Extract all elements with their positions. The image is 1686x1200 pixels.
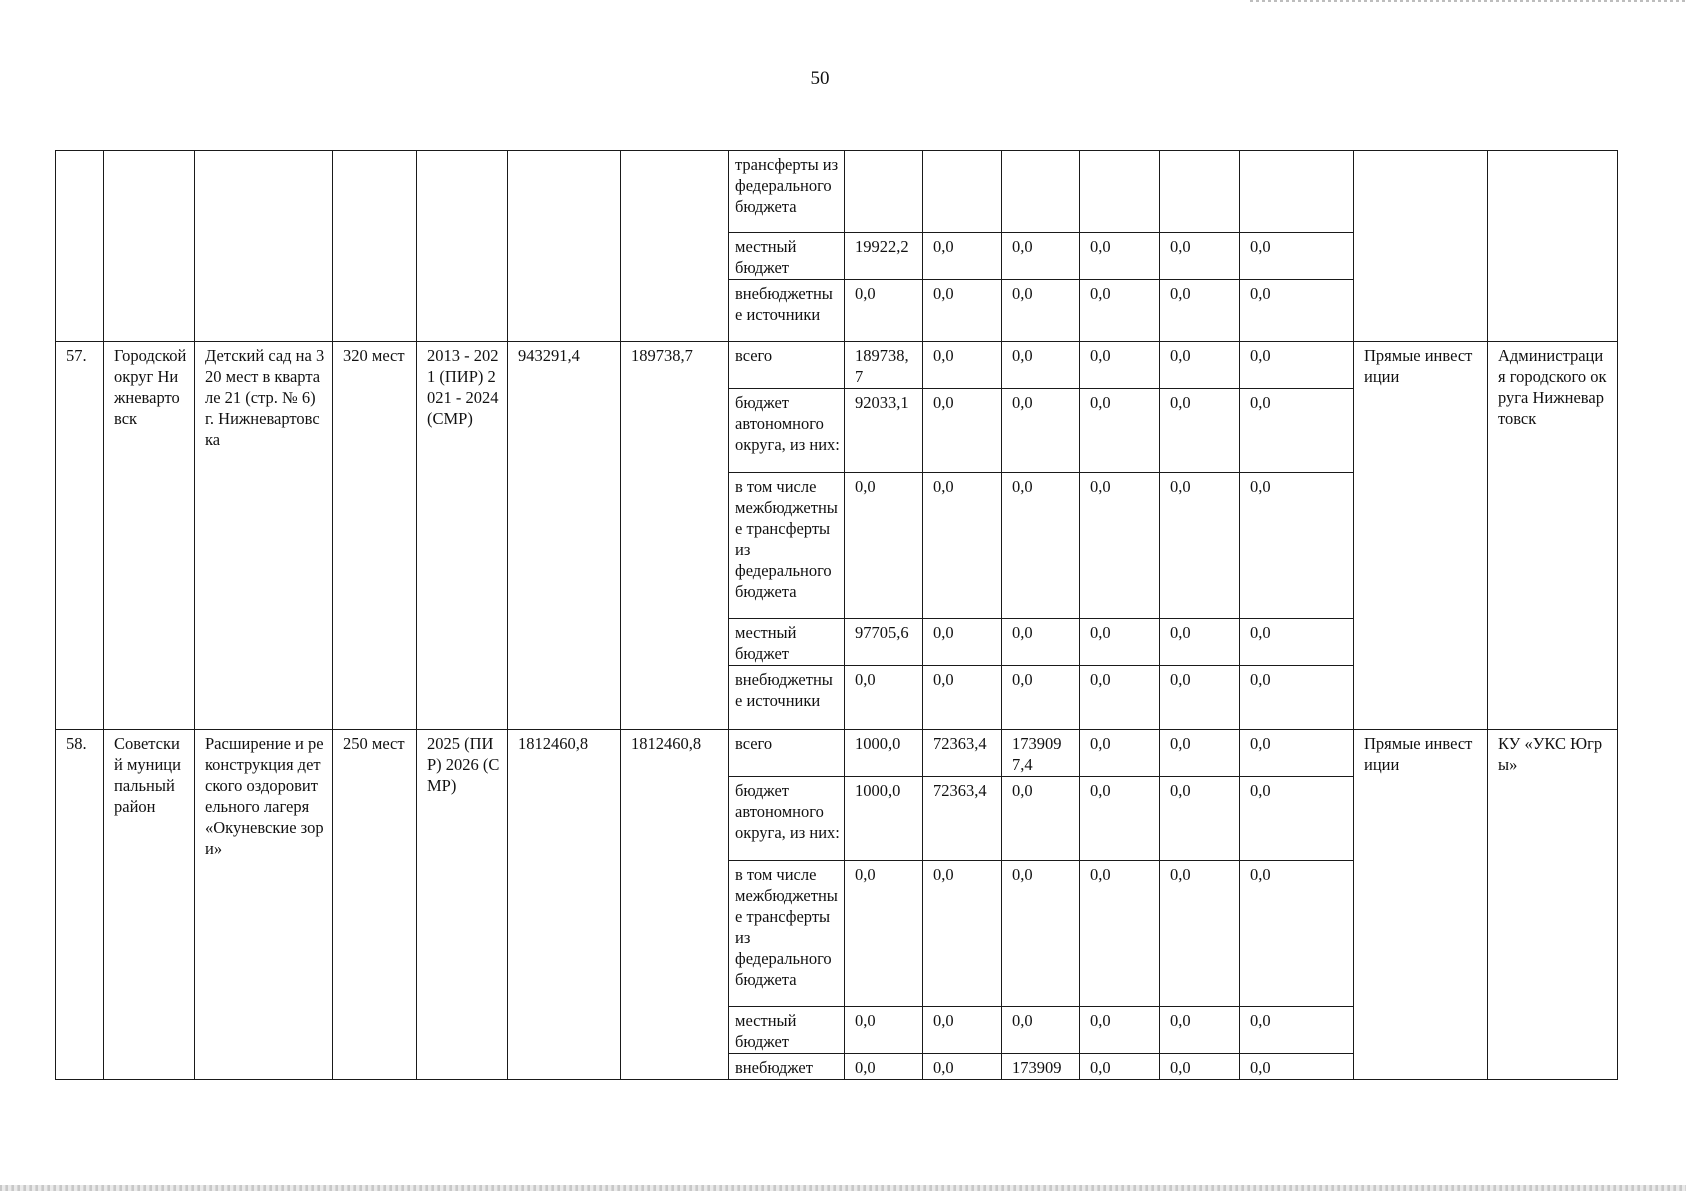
object-name-cell: Детский сад на 320 мест в квартале 21 (стр. № 6) г. Нижневартовска — [195, 342, 333, 730]
table-row — [56, 151, 1618, 233]
empty-cell — [1354, 151, 1488, 342]
scan-artifact-bottom — [0, 1185, 1686, 1191]
value-cell: 0,0 — [1002, 473, 1080, 619]
value-cell: 72363,4 — [923, 777, 1002, 861]
municipality-cell: Городской округ Нижневартовск — [104, 342, 195, 730]
value-cell: 1739097,4 — [1002, 730, 1080, 777]
value-cell: 0,0 — [923, 473, 1002, 619]
value-cell: 1000,0 — [845, 730, 923, 777]
value-cell — [923, 151, 1002, 233]
investment-objects-table — [55, 150, 1618, 1080]
empty-cell — [417, 151, 508, 342]
value-cell: 0,0 — [845, 280, 923, 342]
period-cell: 2013 - 2021 (ПИР) 2021 - 2024 (СМР) — [417, 342, 508, 730]
value-cell: 0,0 — [923, 1054, 1002, 1080]
value-cell: 0,0 — [1002, 280, 1080, 342]
executor-cell: КУ «УКС Югры» — [1488, 730, 1618, 1080]
value-cell: 0,0 — [1080, 1054, 1160, 1080]
object-name-cell: Расширение и реконструкция детского оздоровительного лагеря «Окуневские зори» — [195, 730, 333, 1080]
value-cell: 0,0 — [1080, 730, 1160, 777]
value-cell: 0,0 — [1080, 342, 1160, 389]
value-cell: 0,0 — [1160, 619, 1240, 666]
value-cell: 0,0 — [1160, 1054, 1240, 1080]
value-cell: 0,0 — [1002, 666, 1080, 730]
funding-source-cell: всего — [729, 730, 845, 777]
value-cell: 0,0 — [923, 861, 1002, 1007]
item-number: 57. — [56, 342, 104, 730]
value-cell: 0,0 — [1240, 777, 1354, 861]
page-number: 50 — [810, 68, 830, 89]
value-cell: 0,0 — [1002, 777, 1080, 861]
value-cell: 0,0 — [923, 666, 1002, 730]
funding-source-cell: внебюджетные источники — [729, 280, 845, 342]
value-cell: 0,0 — [1080, 473, 1160, 619]
empty-cell — [1488, 151, 1618, 342]
value-cell: 0,0 — [923, 342, 1002, 389]
mechanism-cell: Прямые инвестиции — [1354, 730, 1488, 1080]
value-cell: 0,0 — [845, 666, 923, 730]
value-cell: 97705,6 — [845, 619, 923, 666]
value-cell: 92033,1 — [845, 389, 923, 473]
funding-source-cell: в том числе межбюджетные трансферты из федерального бюджета — [729, 473, 845, 619]
value-cell: 0,0 — [1160, 777, 1240, 861]
value-cell: 0,0 — [1160, 473, 1240, 619]
value-cell: 0,0 — [1002, 233, 1080, 280]
value-cell: 72363,4 — [923, 730, 1002, 777]
remaining-cost-cell: 1812460,8 — [621, 730, 729, 1080]
value-cell: 0,0 — [1080, 777, 1160, 861]
mechanism-cell: Прямые инвестиции — [1354, 342, 1488, 730]
value-cell: 0,0 — [1160, 730, 1240, 777]
empty-cell — [56, 151, 104, 342]
value-cell: 0,0 — [1160, 342, 1240, 389]
value-cell — [1160, 151, 1240, 233]
value-cell: 0,0 — [1080, 619, 1160, 666]
value-cell: 1000,0 — [845, 777, 923, 861]
table-row — [56, 342, 1618, 389]
value-cell: 0,0 — [1240, 666, 1354, 730]
value-cell: 0,0 — [1240, 473, 1354, 619]
value-cell: 0,0 — [923, 619, 1002, 666]
empty-cell — [195, 151, 333, 342]
value-cell: 0,0 — [923, 1007, 1002, 1054]
value-cell: 0,0 — [1240, 861, 1354, 1007]
estimated-cost-cell: 943291,4 — [508, 342, 621, 730]
value-cell — [1002, 151, 1080, 233]
value-cell: 0,0 — [1240, 1007, 1354, 1054]
value-cell: 0,0 — [1240, 619, 1354, 666]
municipality-cell: Советский муниципальный район — [104, 730, 195, 1080]
funding-source-cell: внебюджет — [729, 1054, 845, 1080]
value-cell: 0,0 — [1160, 1007, 1240, 1054]
value-cell: 0,0 — [1240, 389, 1354, 473]
funding-source-cell: местный бюджет — [729, 1007, 845, 1054]
empty-cell — [621, 151, 729, 342]
value-cell: 0,0 — [845, 1007, 923, 1054]
funding-source-cell: всего — [729, 342, 845, 389]
value-cell: 0,0 — [1240, 233, 1354, 280]
funding-source-cell: трансферты из федерального бюджета — [729, 151, 845, 233]
value-cell: 0,0 — [845, 861, 923, 1007]
value-cell: 0,0 — [923, 389, 1002, 473]
value-cell: 0,0 — [1002, 1007, 1080, 1054]
funding-source-cell: бюджет автономного округа, из них: — [729, 389, 845, 473]
value-cell: 0,0 — [1240, 730, 1354, 777]
value-cell: 0,0 — [845, 1054, 923, 1080]
value-cell: 173909 — [1002, 1054, 1080, 1080]
value-cell: 0,0 — [1002, 619, 1080, 666]
capacity-cell: 250 мест — [333, 730, 417, 1080]
value-cell: 0,0 — [923, 280, 1002, 342]
value-cell: 0,0 — [1080, 1007, 1160, 1054]
capacity-cell: 320 мест — [333, 342, 417, 730]
remaining-cost-cell: 189738,7 — [621, 342, 729, 730]
value-cell: 0,0 — [1002, 861, 1080, 1007]
value-cell: 0,0 — [1160, 233, 1240, 280]
funding-source-cell: в том числе межбюджетные трансферты из федерального бюджета — [729, 861, 845, 1007]
funding-source-cell: бюджет автономного округа, из них: — [729, 777, 845, 861]
funding-source-cell: местный бюджет — [729, 233, 845, 280]
value-cell: 0,0 — [1160, 666, 1240, 730]
value-cell: 0,0 — [1080, 233, 1160, 280]
value-cell: 0,0 — [1240, 1054, 1354, 1080]
value-cell: 0,0 — [923, 233, 1002, 280]
value-cell: 0,0 — [1080, 861, 1160, 1007]
value-cell: 0,0 — [1240, 342, 1354, 389]
empty-cell — [333, 151, 417, 342]
value-cell: 0,0 — [1080, 666, 1160, 730]
value-cell: 0,0 — [1080, 389, 1160, 473]
value-cell: 0,0 — [1080, 280, 1160, 342]
value-cell: 0,0 — [1240, 280, 1354, 342]
value-cell — [845, 151, 923, 233]
executor-cell: Администрация городского округа Нижневартовск — [1488, 342, 1618, 730]
value-cell: 0,0 — [1002, 389, 1080, 473]
value-cell: 0,0 — [1160, 861, 1240, 1007]
empty-cell — [104, 151, 195, 342]
period-cell: 2025 (ПИР) 2026 (СМР) — [417, 730, 508, 1080]
value-cell: 0,0 — [1160, 389, 1240, 473]
estimated-cost-cell: 1812460,8 — [508, 730, 621, 1080]
value-cell: 189738,7 — [845, 342, 923, 389]
scan-artifact-top — [1250, 0, 1686, 2]
funding-source-cell: местный бюджет — [729, 619, 845, 666]
value-cell: 0,0 — [845, 473, 923, 619]
value-cell: 0,0 — [1160, 280, 1240, 342]
item-number: 58. — [56, 730, 104, 1080]
value-cell: 19922,2 — [845, 233, 923, 280]
value-cell — [1080, 151, 1160, 233]
empty-cell — [508, 151, 621, 342]
table-row — [56, 730, 1618, 777]
value-cell — [1240, 151, 1354, 233]
funding-source-cell: внебюджетные источники — [729, 666, 845, 730]
value-cell: 0,0 — [1002, 342, 1080, 389]
